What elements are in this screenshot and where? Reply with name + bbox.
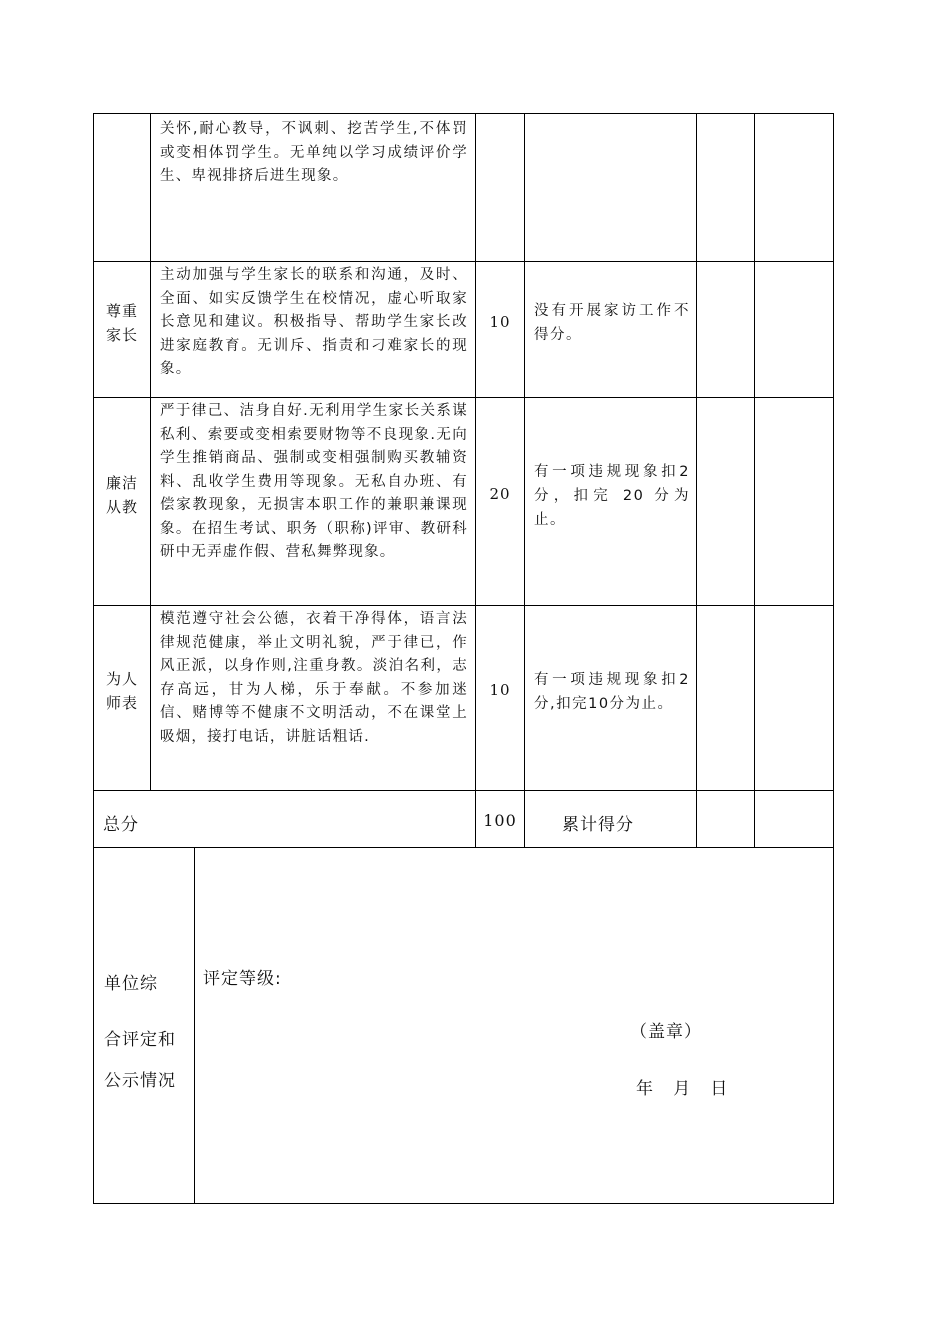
criteria-description: 模范遵守社会公德，衣着干净得体，语言法律规范健康，举止文明礼貌，严于律已，作风正派，以身作则,注重身教。淡泊名利，志存高远，甘为人梯，乐于奉献。不参加迷信、赌博等不健康不文明活动，不在课堂上吸烟，接打电话，讲脏话粗话. <box>160 611 468 745</box>
unit-label-line2: 合评定和 <box>104 1030 176 1050</box>
scoring-rule: 有一项违规现象扣2分，扣完 20 分为止。 <box>534 464 690 528</box>
criteria-description: 严于律己、洁身自好.无利用学生家长关系谋私利、索要或变相索要财物等不良现象.无向学生推销商品、强制或变相强制购买教辅资料、乱收学生费用等现象。无私自办班、有偿家教现象，无损害本职工作的兼职兼课现象。在招生考试、职务（职称)评审、教研科研中无弄虚作假、营私舞弊现象。 <box>160 403 468 560</box>
row-divider <box>93 605 834 606</box>
criteria-score: 10 <box>489 681 511 699</box>
column-divider <box>150 113 151 790</box>
grade-label: 评定等级: <box>203 969 282 989</box>
total-label: 总分 <box>103 815 139 835</box>
cumulative-score-label: 累计得分 <box>562 815 634 835</box>
criteria-category: 廉洁从教 <box>105 474 138 516</box>
criteria-score: 10 <box>489 313 511 331</box>
criteria-description: 主动加强与学生家长的联系和沟通，及时、全面、如实反馈学生在校情况，虚心听取家长意见和建议。积极指导、帮助学生家长改进家庭教育。无训斥、指责和刁难家长的现象。 <box>160 267 468 377</box>
unit-label-line3: 公示情况 <box>104 1071 176 1091</box>
column-divider <box>696 113 697 847</box>
date-label: 年 月 日 <box>636 1079 729 1099</box>
row-divider <box>93 397 834 398</box>
criteria-score: 20 <box>489 485 511 503</box>
seal-label: （盖章） <box>630 1022 702 1042</box>
criteria-category: 为人师表 <box>105 670 138 712</box>
column-divider <box>475 113 476 847</box>
scoring-rule: 没有开展家访工作不得分。 <box>534 303 690 343</box>
row-divider <box>93 847 834 848</box>
column-divider <box>194 847 195 1204</box>
row-divider <box>93 790 834 791</box>
column-divider <box>524 113 525 847</box>
row-divider <box>93 261 834 262</box>
criteria-description: 关怀,耐心教导，不讽刺、挖苦学生,不体罚或变相体罚学生。无单纯以学习成绩评价学生、卑视排挤后进生现象。 <box>160 121 468 184</box>
scoring-rule: 有一项违规现象扣2分,扣完10分为止。 <box>534 672 690 712</box>
criteria-category: 尊重家长 <box>105 302 138 344</box>
column-divider <box>754 113 755 847</box>
total-score: 100 <box>483 811 517 830</box>
unit-label-line1: 单位综 <box>104 974 158 994</box>
